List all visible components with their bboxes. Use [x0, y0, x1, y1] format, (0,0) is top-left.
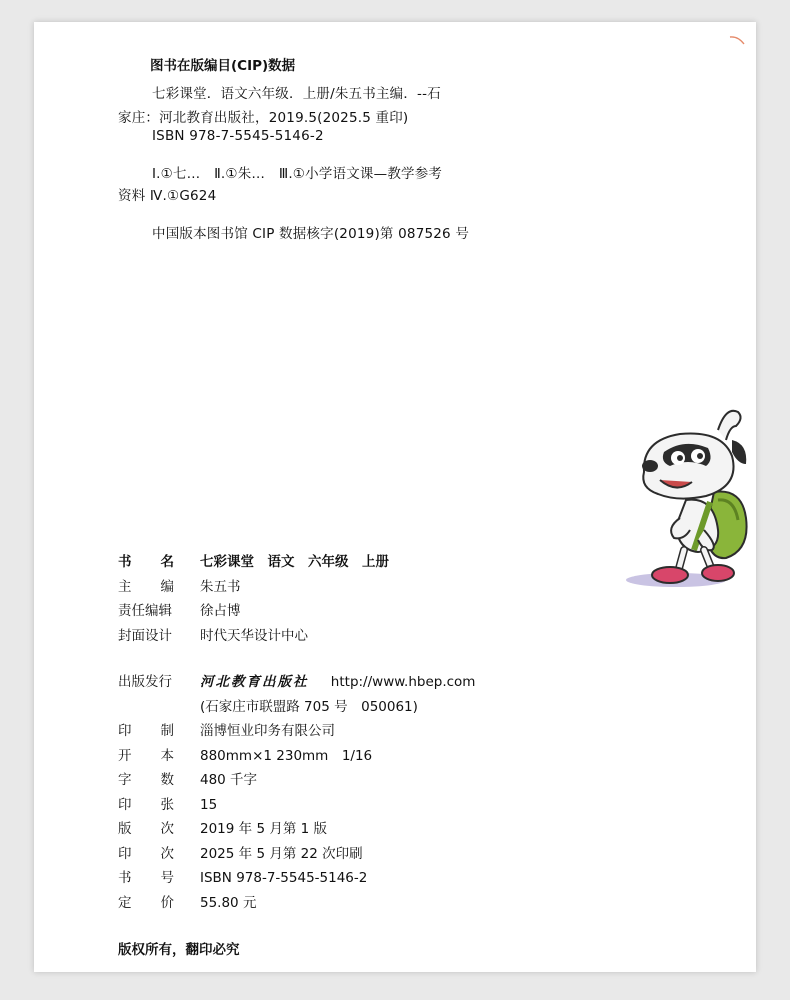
cip-line-5: 资料 Ⅳ.①G624 — [118, 188, 217, 204]
price-label-char-2: 价 — [160, 894, 174, 911]
book-name-row — [118, 550, 475, 575]
word-count-label-char-2: 数 — [160, 772, 174, 788]
price-row — [118, 891, 475, 916]
cip-title: 图书在版编目(CIP)数据 — [150, 58, 296, 74]
isbn-value: ISBN 978-7-5545-5146-2 — [200, 870, 368, 886]
cip-line-3: ISBN 978-7-5545-5146-2 — [152, 128, 324, 144]
printing-label-char-1: 印 — [118, 845, 132, 862]
sheets-label-char-2: 张 — [160, 796, 174, 813]
publisher-row — [118, 670, 475, 695]
isbn-label-char-1: 书 — [118, 870, 132, 886]
book-info — [118, 550, 475, 915]
book-name-value: 七彩课堂 语文 六年级 上册 — [200, 554, 389, 570]
printer-label-char-1: 印 — [118, 723, 132, 739]
format-row — [118, 744, 475, 769]
word-count-value: 480 千字 — [200, 772, 258, 788]
copyright-page — [34, 22, 756, 972]
word-count-row — [118, 768, 475, 793]
cover-design-row — [118, 624, 475, 649]
format-label-char-2: 本 — [160, 747, 174, 764]
publisher-logo: 河北教育出版社 — [200, 674, 309, 690]
printing-row — [118, 842, 475, 867]
cip-line-6: 中国版本图书馆 CIP 数据核字(2019)第 087526 号 — [152, 226, 470, 242]
format-label-char-1: 开 — [118, 747, 132, 764]
publisher-url[interactable]: http://www.hbep.com — [330, 674, 476, 690]
edition-label-char-1: 版 — [118, 821, 132, 837]
edition-row — [118, 817, 475, 842]
sheets-row — [118, 793, 475, 818]
printer-row — [118, 719, 475, 744]
isbn-label-char-2: 号 — [160, 870, 174, 886]
mascot-dog-icon — [614, 400, 754, 590]
responsible-editor-value: 徐占博 — [200, 603, 241, 619]
edition-label-char-2: 次 — [160, 821, 174, 837]
isbn-row — [118, 866, 475, 891]
book-name-label-char-1: 书 — [118, 554, 132, 570]
book-name-label-char-2: 名 — [160, 554, 174, 570]
cip-line-4: Ⅰ.①七… Ⅱ.①朱… Ⅲ.①小学语文课—教学参考 — [152, 166, 443, 182]
editor-label-char-1: 主 — [118, 578, 132, 595]
format-value: 880mm×1 230mm 1/16 — [200, 747, 373, 764]
copyright-notice: 版权所有，翻印必究 — [118, 942, 240, 958]
publisher-address-row — [118, 695, 475, 720]
price-value: 55.80 元 — [200, 894, 257, 911]
cover-design-value: 时代天华设计中心 — [200, 627, 308, 644]
printing-value: 2025 年 5 月第 22 次印刷 — [200, 845, 363, 862]
publisher-label: 出版发行 — [118, 674, 172, 690]
responsible-editor-row — [118, 599, 475, 624]
cip-line-2: 家庄：河北教育出版社，2019.5(2025.5 重印) — [118, 110, 409, 126]
cover-design-label: 封面设计 — [118, 627, 172, 644]
editor-label-char-2: 编 — [160, 578, 174, 595]
responsible-editor-label: 责任编辑 — [118, 603, 172, 619]
cip-line-1: 七彩课堂．语文六年级．上册/朱五书主编．--石 — [152, 86, 441, 102]
editor-value: 朱五书 — [200, 578, 241, 595]
sheets-label-char-1: 印 — [118, 796, 132, 813]
printer-value: 淄博恒业印务有限公司 — [200, 723, 335, 739]
publisher-address: (石家庄市联盟路 705 号 050061) — [200, 698, 418, 715]
printer-label-char-2: 制 — [160, 723, 174, 739]
editor-row — [118, 575, 475, 600]
corner-mark-icon — [728, 34, 748, 48]
printing-label-char-2: 次 — [160, 845, 174, 862]
word-count-label-char-1: 字 — [118, 772, 132, 788]
sheets-value: 15 — [200, 796, 218, 813]
price-label-char-1: 定 — [118, 894, 132, 911]
edition-value: 2019 年 5 月第 1 版 — [200, 821, 327, 837]
